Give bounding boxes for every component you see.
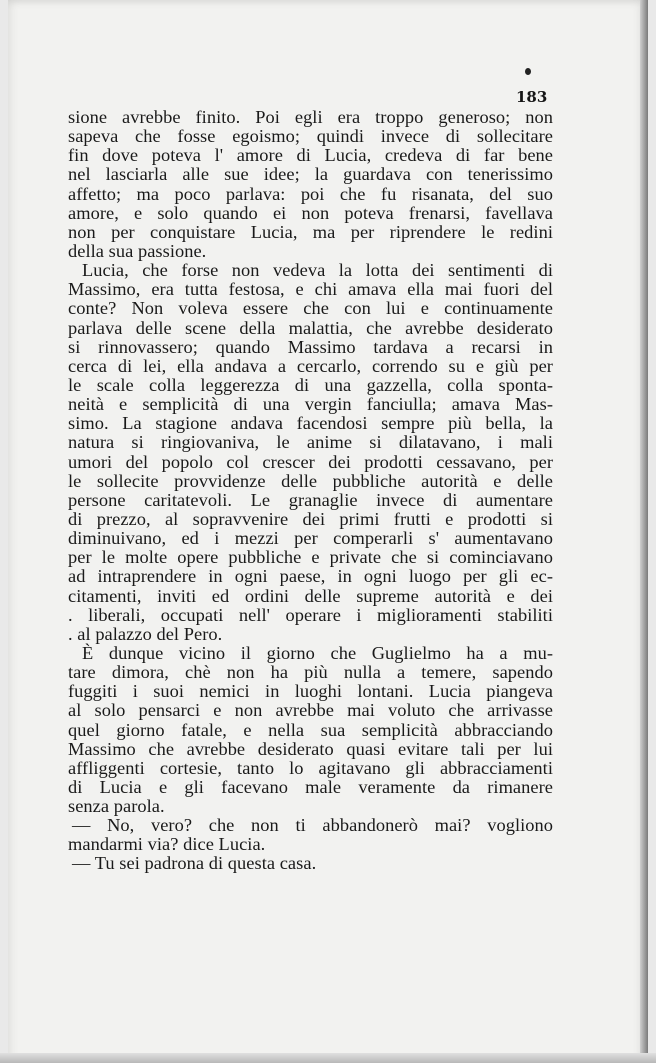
ink-spot [525,68,531,75]
text-line: nel lasciarla alle sue idee; la guardava con tenerissimo [68,164,553,185]
text-line: simo. La stagione andava facendosi sempre più bella, la [68,413,553,434]
text-line: tare dimora, chè non ha più nulla a temere, sapendo [68,662,553,683]
text-line: cerca di lei, ella andava a cercarlo, correndo su e giù per [68,355,553,376]
page-edge-shadow [640,0,648,1063]
text-line: Massimo che avrebbe desiderato quasi evitare tali per lui [68,738,553,759]
text-line: parlava delle scene della malattia, che avrebbe desiderato [68,317,553,338]
page-number: 183 [516,88,548,106]
text-line: affliggenti cortesie, tanto lo agitavano gli abbracciamenti [68,757,553,778]
text-line: le scale colla leggerezza di una gazzella, colla sponta- [68,374,553,395]
text-line: natura si ringiovaniva, le anime si dilatavano, i mali [68,432,553,453]
text-line: di Lucia e gli facevano male veramente da rimanere [68,776,553,797]
text-line: di prezzo, al sopravvenire dei primi frutti e prodotti si [68,508,553,529]
text-line: si rinnovassero; quando Massimo tardava a recarsi in [68,336,553,357]
text-line: quel giorno fatale, e nella sua semplicità abbracciando [68,719,553,740]
text-line: senza parola. [68,796,165,817]
text-line: amore, e solo quando ei non poteva frenarsi, favellava [68,202,553,223]
text-line: conte? Non voleva essere che con lui e continuamente [68,298,553,319]
text-line: — No, vero? che non ti abbandonerò mai? vogliono [72,815,553,836]
text-line: Massimo, era tutta festosa, e chi amava ella mai fuori del [68,279,553,300]
text-line: persone caritatevoli. Le granaglie invece di aumentare [68,489,553,510]
text-line: non per conquistare Lucia, ma per riprendere le redini [68,221,553,242]
text-line: — Tu sei padrona di questa casa. [72,853,317,874]
text-line: mandarmi via? dice Lucia. [68,834,266,855]
page-bottom-edge [0,1053,656,1063]
text-line: diminuivano, ed i mezzi per comperarli s' aumentavano [68,528,553,549]
text-line: È dunque vicino il giorno che Guglielmo ha a mu- [82,642,553,663]
text-line: umori del popolo col crescer dei prodotti cessavano, per [68,451,553,472]
text-line: neità e semplicità di una vergin fanciulla; amava Mas- [68,394,553,415]
text-line: della sua passione. [68,240,207,261]
text-line: citamenti, inviti ed ordini delle supreme autorità e dei [68,585,553,606]
text-line: . liberali, occupati nell' operare i miglioramenti stabiliti [68,604,553,625]
text-line: sione avrebbe finito. Poi egli era troppo generoso; non [68,107,553,127]
text-line: . al palazzo del Pero. [68,623,223,644]
text-line: ad intraprendere in ogni paese, in ogni luogo per gli ec- [68,566,553,587]
text-line: per le molte opere pubbliche e private che si cominciavano [68,547,553,568]
text-line: sapeva che fosse egoismo; quindi invece di sollecitare [68,126,553,147]
text-line: fin dove poteva l' amore di Lucia, credeva di far bene [68,145,553,166]
text-line: Lucia, che forse non vedeva la lotta dei sentimenti di [82,260,553,281]
text-line: fuggiti i suoi nemici in luoghi lontani. Lucia piangeva [68,681,553,702]
body-text [68,108,553,874]
text-line: affetto; ma poco parlava: poi che fu risanata, del suo [68,183,553,204]
book-page [8,0,648,1063]
text-line: le sollecite provvidenze delle pubbliche autorità e delle [68,470,553,491]
text-line: al solo pensarci e non avrebbe mai voluto che arrivasse [68,700,553,721]
